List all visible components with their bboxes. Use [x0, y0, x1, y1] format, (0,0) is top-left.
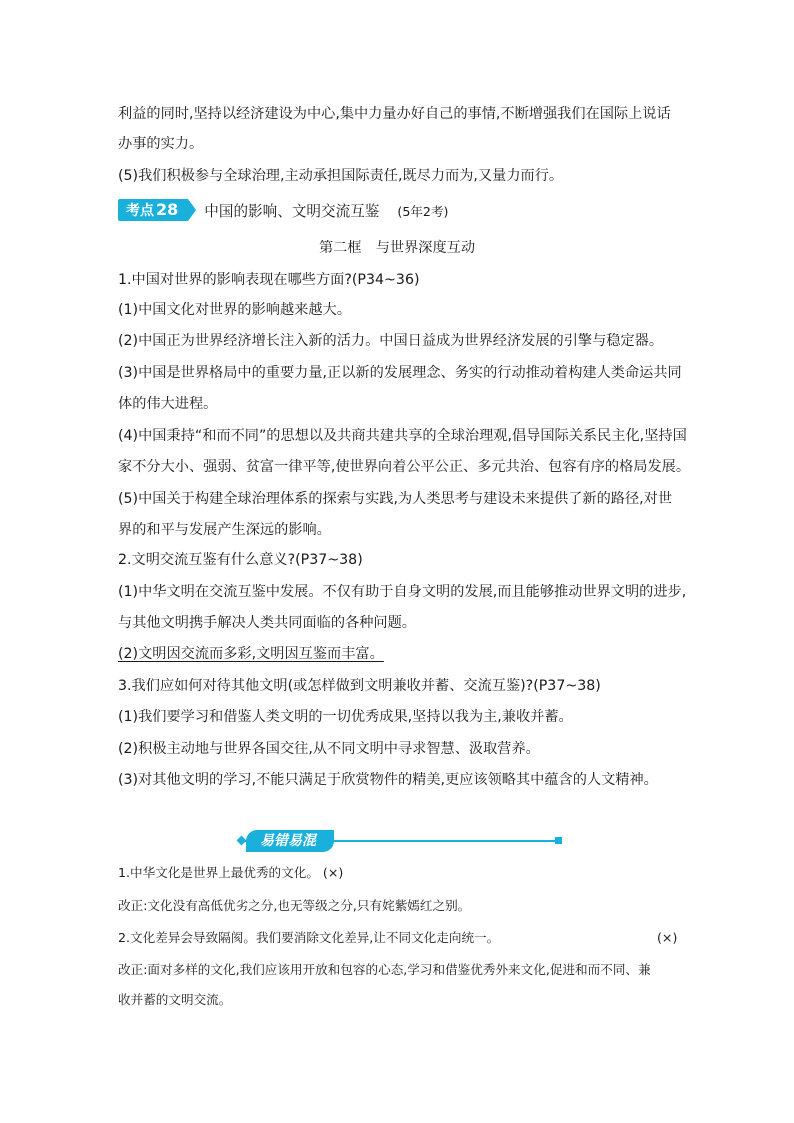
banner-square-icon [555, 837, 562, 844]
banner-label: 易错易混 [246, 830, 334, 852]
error-1-correction: 改正:文化没有高低优劣之分,也无等级之分,只有姹紫嫣红之别。 [118, 898, 471, 913]
q2-answer-1-line-2: 与其他文明携手解决人类共同面临的各种问题。 [118, 615, 416, 631]
banner-diamond-icon [237, 836, 247, 846]
q1-answer-3-line-1: (3)中国是世界格局中的重要力量,正以新的发展理念、务实的行动推动着构建人类命运共同 [118, 365, 682, 381]
q3-answer-2: (2)积极主动地与世界各国交往,从不同文明中寻求智慧、汲取营养。 [118, 741, 540, 757]
section-header [118, 199, 448, 221]
q1-answer-2: (2)中国正为世界经济增长注入新的活力。中国日益成为世界经济发展的引擎与稳定器。 [118, 333, 664, 349]
error-2-correction-line-1: 改正:面对多样的文化,我们应该用开放和包容的心态,学习和借鉴优秀外来文化,促进和而不同、兼 [118, 962, 651, 977]
q2-answer-1-line-1: (1)中华文明在交流互鉴中发展。不仅有助于自身文明的发展,而且能够推动世界文明的进步, [118, 584, 687, 600]
q3-answer-1: (1)我们要学习和借鉴人类文明的一切优秀成果,坚持以我为主,兼收并蓄。 [118, 709, 573, 725]
q1-answer-5-line-1: (5)中国关于构建全球治理体系的探索与实践,为人类思考与建设未来提供了新的路径,对世 [118, 491, 673, 507]
q2-answer-2-underlined: (2)文明因交流而多彩,文明因互鉴而丰富。 [118, 646, 384, 662]
error-2-correction-line-2: 收并蓄的文明交流。 [118, 992, 232, 1007]
q1-answer-4-line-1: (4)中国秉持“和而不同”的思想以及共商共建共享的全球治理观,倡导国际关系民主化,坚持国 [118, 428, 687, 444]
q1-answer-1: (1)中国文化对世界的影响越来越大。 [118, 302, 351, 318]
q3-answer-3: (3)对其他文明的学习,不能只满足于欣赏物件的精美,更应该领略其中蕴含的人文精神。 [118, 772, 658, 788]
error-2-mark: (×) [657, 930, 678, 945]
q1-answer-3-line-2: 体的伟大进程。 [118, 396, 218, 412]
section-subtitle: 第二框 与世界深度互动 [318, 240, 476, 256]
error-1: 1.中华文化是世界上最优秀的文化。 (×) [118, 865, 344, 880]
q2-answer-2 [118, 644, 384, 664]
intro-point-5: (5)我们积极参与全球治理,主动承担国际责任,既尽力而为,又量力而行。 [118, 168, 564, 184]
q1-answer-5-line-2: 界的和平与发展产生深远的影响。 [118, 522, 331, 538]
q3-title: 3.我们应如何对待其他文明(或怎样做到文明兼收并蓄、交流互鉴)?(P37~38) [118, 678, 601, 694]
intro-line-2: 办事的实力。 [118, 136, 204, 152]
error-2: 2.文化差异会导致隔阂。我们要消除文化差异,让不同文化走向统一。 [118, 930, 500, 945]
q1-answer-4-line-2: 家不分大小、强弱、贫富一律平等,使世界向着公平公正、多元共治、包容有序的格局发展。 [118, 459, 691, 475]
q2-title: 2.文明交流互鉴有什么意义?(P37~38) [118, 552, 363, 568]
section-title: 中国的影响、文明交流互鉴 [204, 202, 380, 220]
kaodian-badge [118, 199, 188, 221]
q1-title: 1.中国对世界的影响表现在哪些方面?(P34~36) [118, 272, 420, 288]
section-exam-note: (5年2考) [397, 203, 449, 219]
intro-line-1: 利益的同时,坚持以经济建设为中心,集中力量办好自己的事情,不断增强我们在国际上说话 [118, 106, 671, 122]
kaodian-badge-text: 考点 [126, 203, 154, 219]
error-prone-banner [240, 830, 560, 852]
kaodian-badge-number: 28 [156, 200, 179, 219]
